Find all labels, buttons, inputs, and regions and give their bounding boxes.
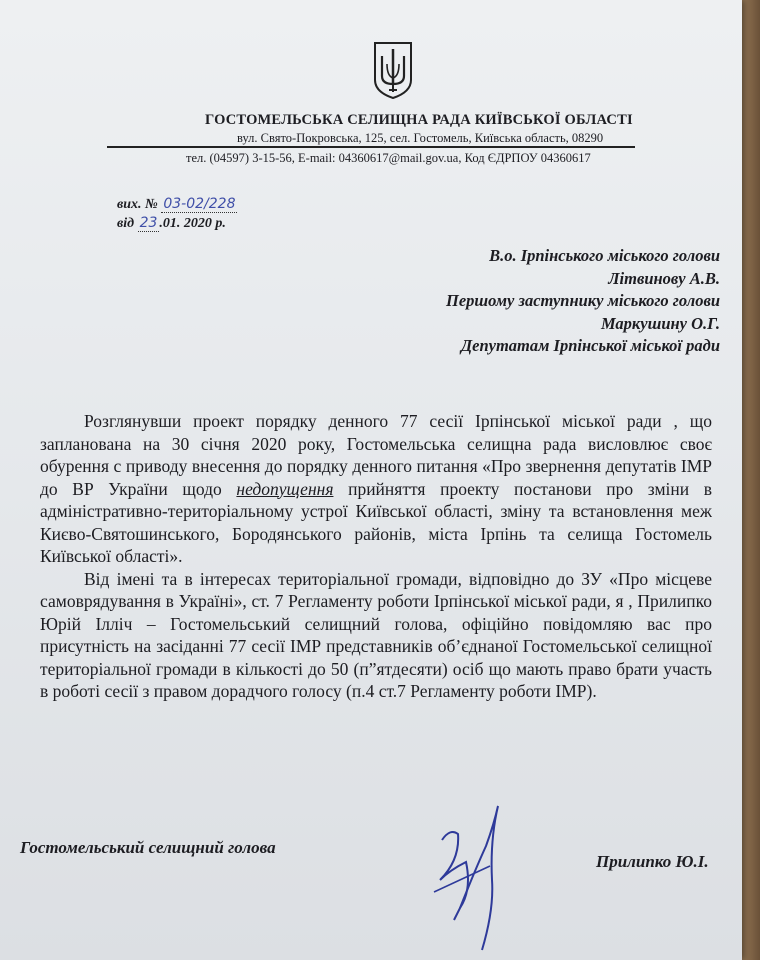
signatory-position: Гостомельський селищний голова bbox=[20, 838, 276, 857]
trident-emblem-icon bbox=[372, 40, 414, 100]
addressee-line: Першому заступнику міського голови bbox=[445, 291, 720, 310]
paragraph-1-end: прийняття проекту постанови про зміни в адміністративно-територіальному устрої Київської області, зміну та встановлення меж Києво-Святошинського, Бородянського районів, міста Ірпінь та селища Гостомель Київської області». bbox=[40, 478, 713, 566]
organization-address: вул. Свято-Покровська, 125, сел. Гостомель, Київська область, 08290 bbox=[237, 131, 604, 145]
addressee-line: Маркушину О.Г. bbox=[600, 313, 720, 333]
emphasized-word: недопущення bbox=[236, 478, 334, 499]
organization-contacts: тел. (04597) 3-15-56, E-mail: 04360617@mail.gov.ua, Код ЄДРПОУ 04360617 bbox=[186, 151, 591, 165]
outgoing-date-label: від bbox=[117, 216, 135, 231]
signatory-name: Прилипко Ю.І. bbox=[596, 852, 709, 871]
paragraph-1 bbox=[40, 410, 712, 568]
header-rule bbox=[107, 146, 635, 148]
outgoing-number bbox=[117, 196, 237, 213]
paragraph-1-start: Розглянувши проект порядку денного 77 сесії Ірпінської міської ради , що запланована на 30 січня 2020 року, Гостомельська селищна рада висловлює своє обурення с приводу внесення до порядку денного питання «Про звернення депутатів ІМР до ВР України щодо bbox=[40, 411, 712, 499]
organization-name: ГОСТОМЕЛЬСЬКА СЕЛИЩНА РАДА КИЇВСЬКОЇ ОБЛАСТІ bbox=[205, 112, 633, 128]
outgoing-date bbox=[117, 215, 226, 232]
paragraph-2: Від імені та в інтересах територіальної громади, відповідно до ЗУ «Про місцеве самоврядування в Україні», ст. 7 Регламенту роботи Ірпінської міської ради, я , Прилипко Юрій Ілліч – Гостомельський селищний голова, офіційно повідомляю вас про присутність на засіданні 77 сесії ІМР представників об’єднаної Гостомельської селищної територіальної громади в кількості до 50 (п”ятдесяти) осіб що мають право брати участь в роботі сесії з правом дорадчого голосу (п.4 ст.7 Регламенту роботи ІМР). bbox=[40, 568, 712, 701]
letter-body bbox=[40, 410, 712, 703]
addressee-line: В.о. Ірпінського міського голови bbox=[489, 246, 720, 265]
addressee-block bbox=[300, 245, 720, 358]
outgoing-number-value: 03-02/228 bbox=[163, 196, 236, 212]
handwritten-signature bbox=[420, 800, 520, 960]
addressee-line: Літвинову А.В. bbox=[608, 268, 720, 288]
addressee-line: Депутатам Ірпінської міської ради bbox=[460, 336, 720, 355]
outgoing-number-label: вих. № bbox=[117, 197, 158, 212]
outgoing-date-day: 23 bbox=[139, 215, 158, 231]
outgoing-date-rest: .01. 2020 р. bbox=[159, 216, 226, 231]
